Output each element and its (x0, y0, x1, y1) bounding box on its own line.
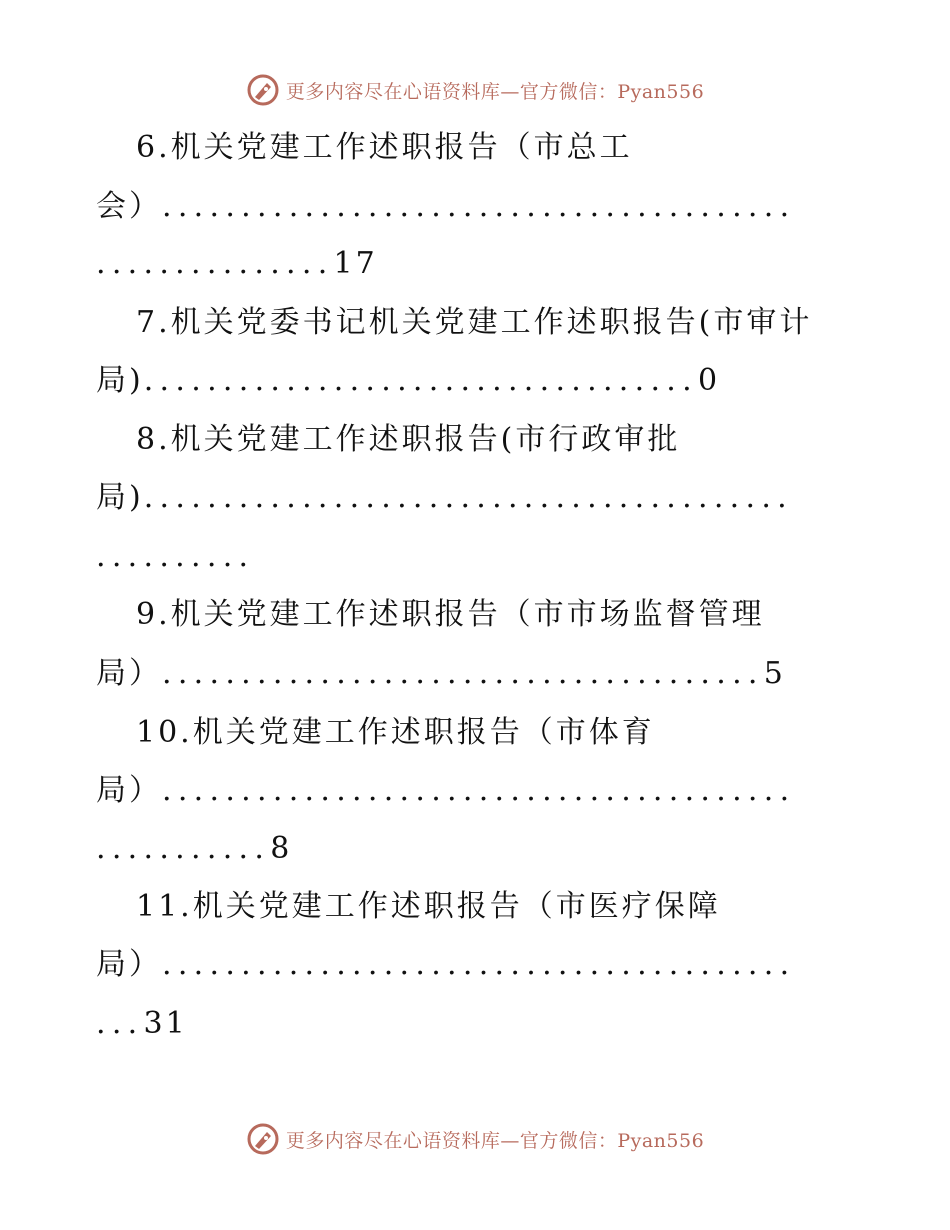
toc-entry-continuation: 局）......................................5 (96, 656, 786, 691)
page-number: 5 (763, 656, 786, 691)
page-number: 31 (143, 1006, 188, 1041)
toc-entry-continuation: 局）........................................ (96, 773, 796, 808)
toc-entry-title: 6.机关党建工作述职报告（市总工 (136, 130, 633, 165)
dot-leader: ... (96, 1006, 144, 1041)
page-number: 17 (333, 246, 378, 281)
dot-leader: ......................................... (143, 480, 793, 515)
toc-entry-title: 8.机关党建工作述职报告(市行政审批 (136, 422, 681, 457)
toc-entry-continuation (96, 244, 378, 284)
watermark-text: 更多内容尽在心语资料库—官方微信：Pyan556 (285, 80, 705, 103)
toc-entry-title: 10.机关党建工作述职报告（市体育 (136, 715, 655, 750)
page-number: 0 (697, 363, 721, 398)
pen-nib-logo-icon (246, 1122, 280, 1156)
dot-leader: ............... (96, 246, 334, 281)
toc-entry-title: 9.机关党建工作述职报告（市市场监督管理 (136, 597, 765, 632)
dot-leader: ........................................ (162, 773, 796, 808)
toc-entry-title: 7.机关党委书记机关党建工作述职报告(市审计 (136, 305, 813, 340)
dot-leader: ........................................ (162, 189, 796, 224)
dot-leader: ........... (96, 831, 271, 866)
page-number: 8 (270, 831, 293, 866)
toc-entry-continuation: 局)...................................0 (96, 363, 721, 398)
dot-leader: .......... (96, 539, 255, 574)
toc-entry-continuation (96, 1004, 188, 1044)
toc-entry-continuation: 局)......................................... (96, 480, 793, 515)
toc-entry-continuation (96, 537, 254, 577)
toc-entry-title: 11.机关党建工作述职报告（市医疗保障 (136, 889, 721, 924)
watermark-footer (0, 1119, 950, 1159)
toc-entry-continuation: 会）........................................ (96, 189, 796, 224)
dot-leader: ................................... (143, 363, 698, 398)
toc-entry-continuation (96, 829, 292, 869)
watermark-text: 更多内容尽在心语资料库—官方微信：Pyan556 (285, 1129, 705, 1152)
toc-entry-continuation: 局）........................................ (96, 947, 796, 982)
dot-leader: ...................................... (162, 656, 764, 691)
dot-leader: ........................................ (162, 947, 796, 982)
